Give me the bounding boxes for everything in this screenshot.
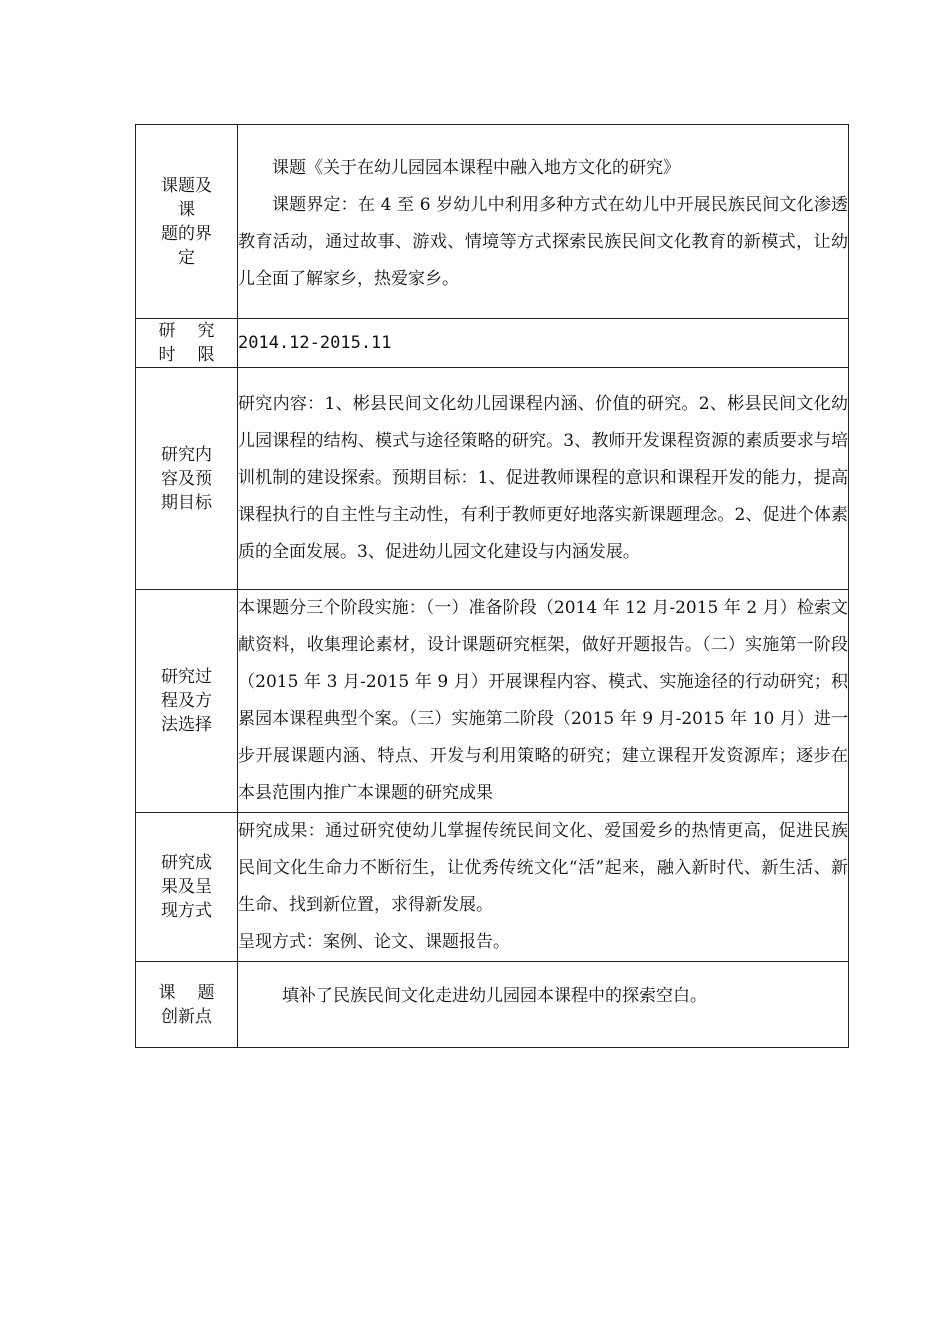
label-char: 时 [158,345,176,365]
label-line: 题的界 [161,223,212,244]
row-content [238,813,849,962]
label-char: 题 [197,982,215,1003]
period-value: 2014.12-2015.11 [238,319,849,368]
table-row [136,813,849,962]
label-line: 期目标 [161,492,212,513]
label-char: 究 [197,321,215,341]
table-row [136,125,849,319]
label-char: 课 [158,982,176,1003]
innovation-text: 填补了民族民间文化走进幼儿园园本课程中的探索空白。 [282,986,707,1006]
results-text: 研究成果：通过研究使幼儿掌握传统民间文化、爱国爱乡的热情更高，促进民族民间文化生命力不断衍生，让优秀传统文化“活”起来，融入新时代、新生活、新生命、找到新位置，求得新发展。 [238,821,848,915]
row-label [136,813,238,962]
table-row [136,962,849,1048]
label-line: 果及呈 [161,877,212,897]
row-label [136,368,238,590]
row-content [238,125,849,319]
table-row [136,590,849,813]
label-char: 研 [158,321,176,341]
label-char: 限 [197,345,215,365]
research-plan-table [135,124,849,1048]
row-label [136,319,238,368]
label-line: 研究内 [161,444,212,465]
label-line: 研究过 [161,667,212,687]
label-line: 程及方 [161,691,212,711]
label-line: 法选择 [161,715,212,735]
row-content [238,962,849,1048]
table-row [136,368,849,590]
table-row [136,319,849,368]
label-line: 创新点 [161,1006,212,1027]
topic-definition: 课题界定：在 4 至 6 岁幼儿中利用多种方式在幼儿中开展民族民间文化渗透教育活动，通过故事、游戏、情境等方式探索民族民间文化教育的新模式，让幼儿全面了解家乡，热爱家乡。 [238,194,848,289]
label-line: 定 [178,247,195,268]
row-label [136,962,238,1048]
row-label [136,590,238,813]
label-line: 课题及课 [161,175,212,220]
content-goals-text: 研究内容：1、彬县民间文化幼儿园课程内涵、价值的研究。2、彬县民间文化幼儿园课程的结构、模式与途径策略的研究。3、教师开发课程资源的素质要求与培训机制的建设探索。预期目标：1、促进教师课程的意识和课程开发的能力，提高课程执行的自主性与主动性，有利于教师更好地落实新课题理念。2、促进个体素质的全面发展。3、促进幼儿园文化建设与内涵发展。 [238,368,849,590]
process-text: 本课题分三个阶段实施：（一）准备阶段（2014 年 12 月-2015 年 2 月）检索文献资料，收集理论素材，设计课题研究框架，做好开题报告。（二）实施第一阶段（2015 年 3 月-2015 年 9 月）开展课程内容、模式、实施途径的行动研究；积累园本课程典型个案。（三）实施第二阶段（2015 年 9 月-2015 年 10 月）进一步开展课题内涵、特点、开发与利用策略的研究；建立课程开发资源库；逐步在本县范围内推广本课题的研究成果 [238,590,849,813]
row-label [136,125,238,319]
label-line: 容及预 [161,468,212,489]
topic-title: 课题《关于在幼儿园园本课程中融入地方文化的研究》 [272,157,680,178]
presentation-text: 呈现方式：案例、论文、课题报告。 [238,932,510,952]
label-line: 现方式 [161,901,212,921]
label-line: 研究成 [161,853,212,873]
